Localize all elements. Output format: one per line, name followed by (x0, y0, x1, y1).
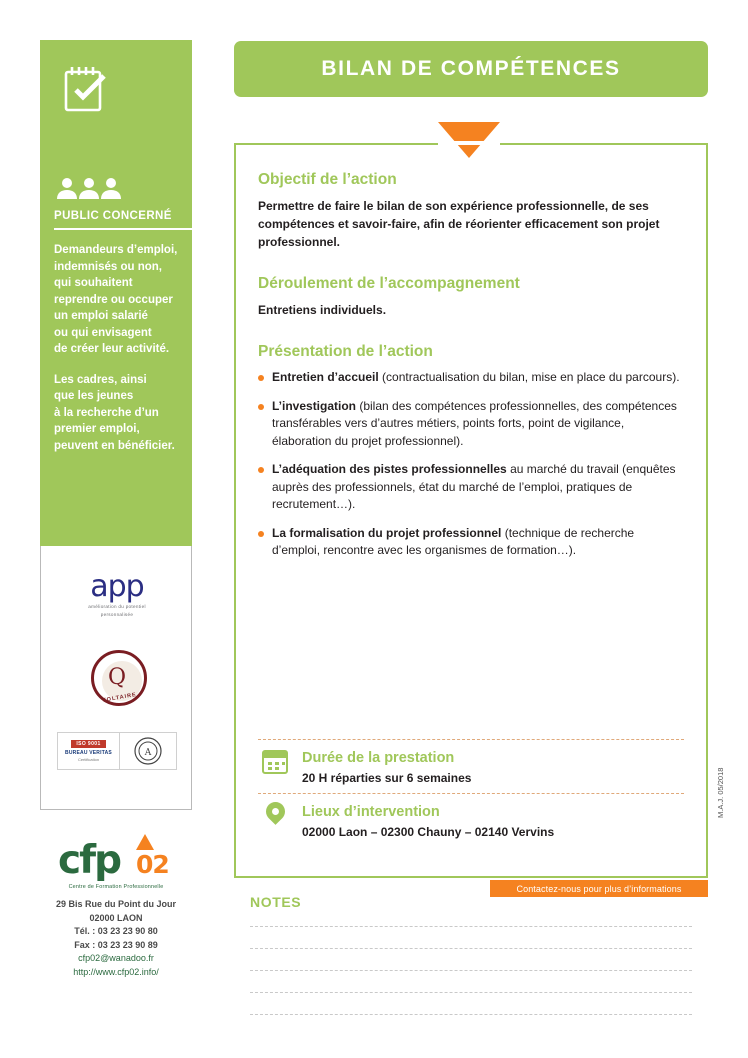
places-title: Lieux d’intervention (302, 804, 440, 820)
list-item (258, 461, 684, 514)
contact-banner-label: Contactez-nous pour plus d’informations (516, 883, 682, 894)
list-item (258, 369, 684, 387)
certification-seal-icon (120, 733, 176, 769)
website-link[interactable]: http://www.cfp02.info/ (73, 966, 159, 977)
notes-line[interactable] (250, 1014, 692, 1015)
sidebar-title: PUBLIC CONCERNÉ (54, 210, 194, 230)
section-heading-objective: Objectif de l’action (258, 171, 397, 188)
list-item-lead: L’adéquation des pistes professionnelles (272, 462, 507, 476)
presentation-list (258, 369, 684, 560)
page-title: BILAN DE COMPÉTENCES (321, 57, 621, 80)
email-link[interactable]: cfp02@wanadoo.fr (78, 953, 154, 963)
address-line-2: 02000 LAON (89, 912, 143, 923)
bureau-veritas-label: BUREAU VERITAS (65, 750, 112, 756)
sidebar-body (54, 242, 178, 454)
practical-info-block (258, 739, 684, 847)
calendar-icon (262, 750, 288, 774)
divider (258, 793, 684, 794)
list-item-rest: (bilan des compétences professionnelles, des compétences transférables vers d’autres métiers, points forts, point de vigilance, élaboration du projet professionnel). (272, 398, 677, 448)
duration-row (258, 750, 684, 785)
arrow-notch (438, 141, 500, 145)
map-pin-icon (262, 798, 289, 825)
notes-line[interactable] (250, 970, 692, 971)
cfp-logo-suffix: 02 (136, 850, 169, 879)
section-text-objective: Permettre de faire le bilan de son expérience professionnelle, de ses compétences et savoir-faire, afin de réorienter efficacement son projet professionnel. (258, 199, 660, 249)
app-logo-sub2: personnalisée (100, 612, 134, 617)
notes-section (234, 894, 708, 1036)
fax-line: Fax : 03 23 23 90 89 (74, 939, 158, 950)
duration-title: Durée de la prestation (302, 750, 455, 766)
phone-line: Tél. : 03 23 23 90 80 (74, 926, 158, 936)
list-item (258, 398, 684, 451)
notes-line[interactable] (250, 992, 692, 993)
svg-text:A: A (144, 748, 152, 758)
notes-line[interactable] (250, 926, 692, 927)
list-item-rest: (technique de recherche d’emploi, rencontre avec les organismes de formation…). (272, 525, 635, 557)
three-people-icon (56, 177, 178, 204)
notepad-check-icon (60, 64, 178, 121)
list-item-rest: au marché du travail (enquêtes auprès des professionnels, état du marché de l’emploi, pratiques de recrutement…). (272, 462, 676, 511)
voltaire-label: VOLTAIRE (101, 692, 138, 704)
section-heading-deroulement: Déroulement de l’accompagnement (258, 275, 520, 292)
page-title-band (234, 41, 708, 97)
list-item (258, 525, 684, 560)
certification-badge (57, 732, 177, 770)
orange-arrow-icon (438, 122, 500, 158)
public-concerned-panel (40, 40, 192, 546)
partner-logos-box (40, 546, 192, 810)
list-item-lead: L’investigation (272, 398, 357, 413)
list-item-lead: Entretien d’accueil (272, 370, 379, 384)
left-sidebar (40, 40, 192, 979)
places-value: 02000 Laon – 02300 Chauny – 02140 Vervins (302, 825, 555, 839)
notes-title: NOTES (250, 894, 302, 910)
section-heading-presentation: Présentation de l’action (258, 343, 433, 360)
cfp-tagline: Centre de Formation Professionnelle (68, 884, 164, 890)
cfp-logo-word: cfp (58, 838, 121, 883)
app-logo (81, 569, 153, 618)
section-text-deroulement: Entretiens individuels. (258, 303, 387, 317)
sidebar-paragraph-2: Les cadres, ainsi que les jeunes à la recherche d’un premier emploi, peuvent en bénéficier. (54, 373, 175, 452)
voltaire-seal-icon: Q VOLTAIRE (91, 650, 147, 706)
app-logo-sub1: amélioration du potentiel (88, 604, 146, 609)
list-item-rest: (contractualisation du bilan, mise en place du parcours). (378, 370, 680, 384)
address-line-1: 29 Bis Rue du Point du Jour (55, 899, 176, 909)
main-content-card (234, 143, 708, 878)
cfp02-logo (40, 832, 192, 979)
certification-sub-label: Certification (77, 757, 100, 762)
list-item-lead: La formalisation du projet professionnel (272, 525, 502, 540)
places-row (258, 804, 684, 839)
notes-line[interactable] (250, 948, 692, 949)
duration-value: 20 H réparties sur 6 semaines (302, 771, 472, 785)
organization-address (40, 898, 192, 979)
divider (258, 739, 684, 740)
iso-label: ISO 9001 (71, 740, 105, 748)
app-logo-word: app (90, 569, 144, 604)
cfp-logo-triangle-icon (136, 834, 154, 850)
sidebar-paragraph-1: Demandeurs d’emploi, indemnisés ou non, qui souhaitent reprendre ou occuper un emploi salarié ou qui envisagent de créer leur activité. (54, 244, 178, 355)
revision-reference: M.A.J. 05/2018 (716, 767, 725, 818)
